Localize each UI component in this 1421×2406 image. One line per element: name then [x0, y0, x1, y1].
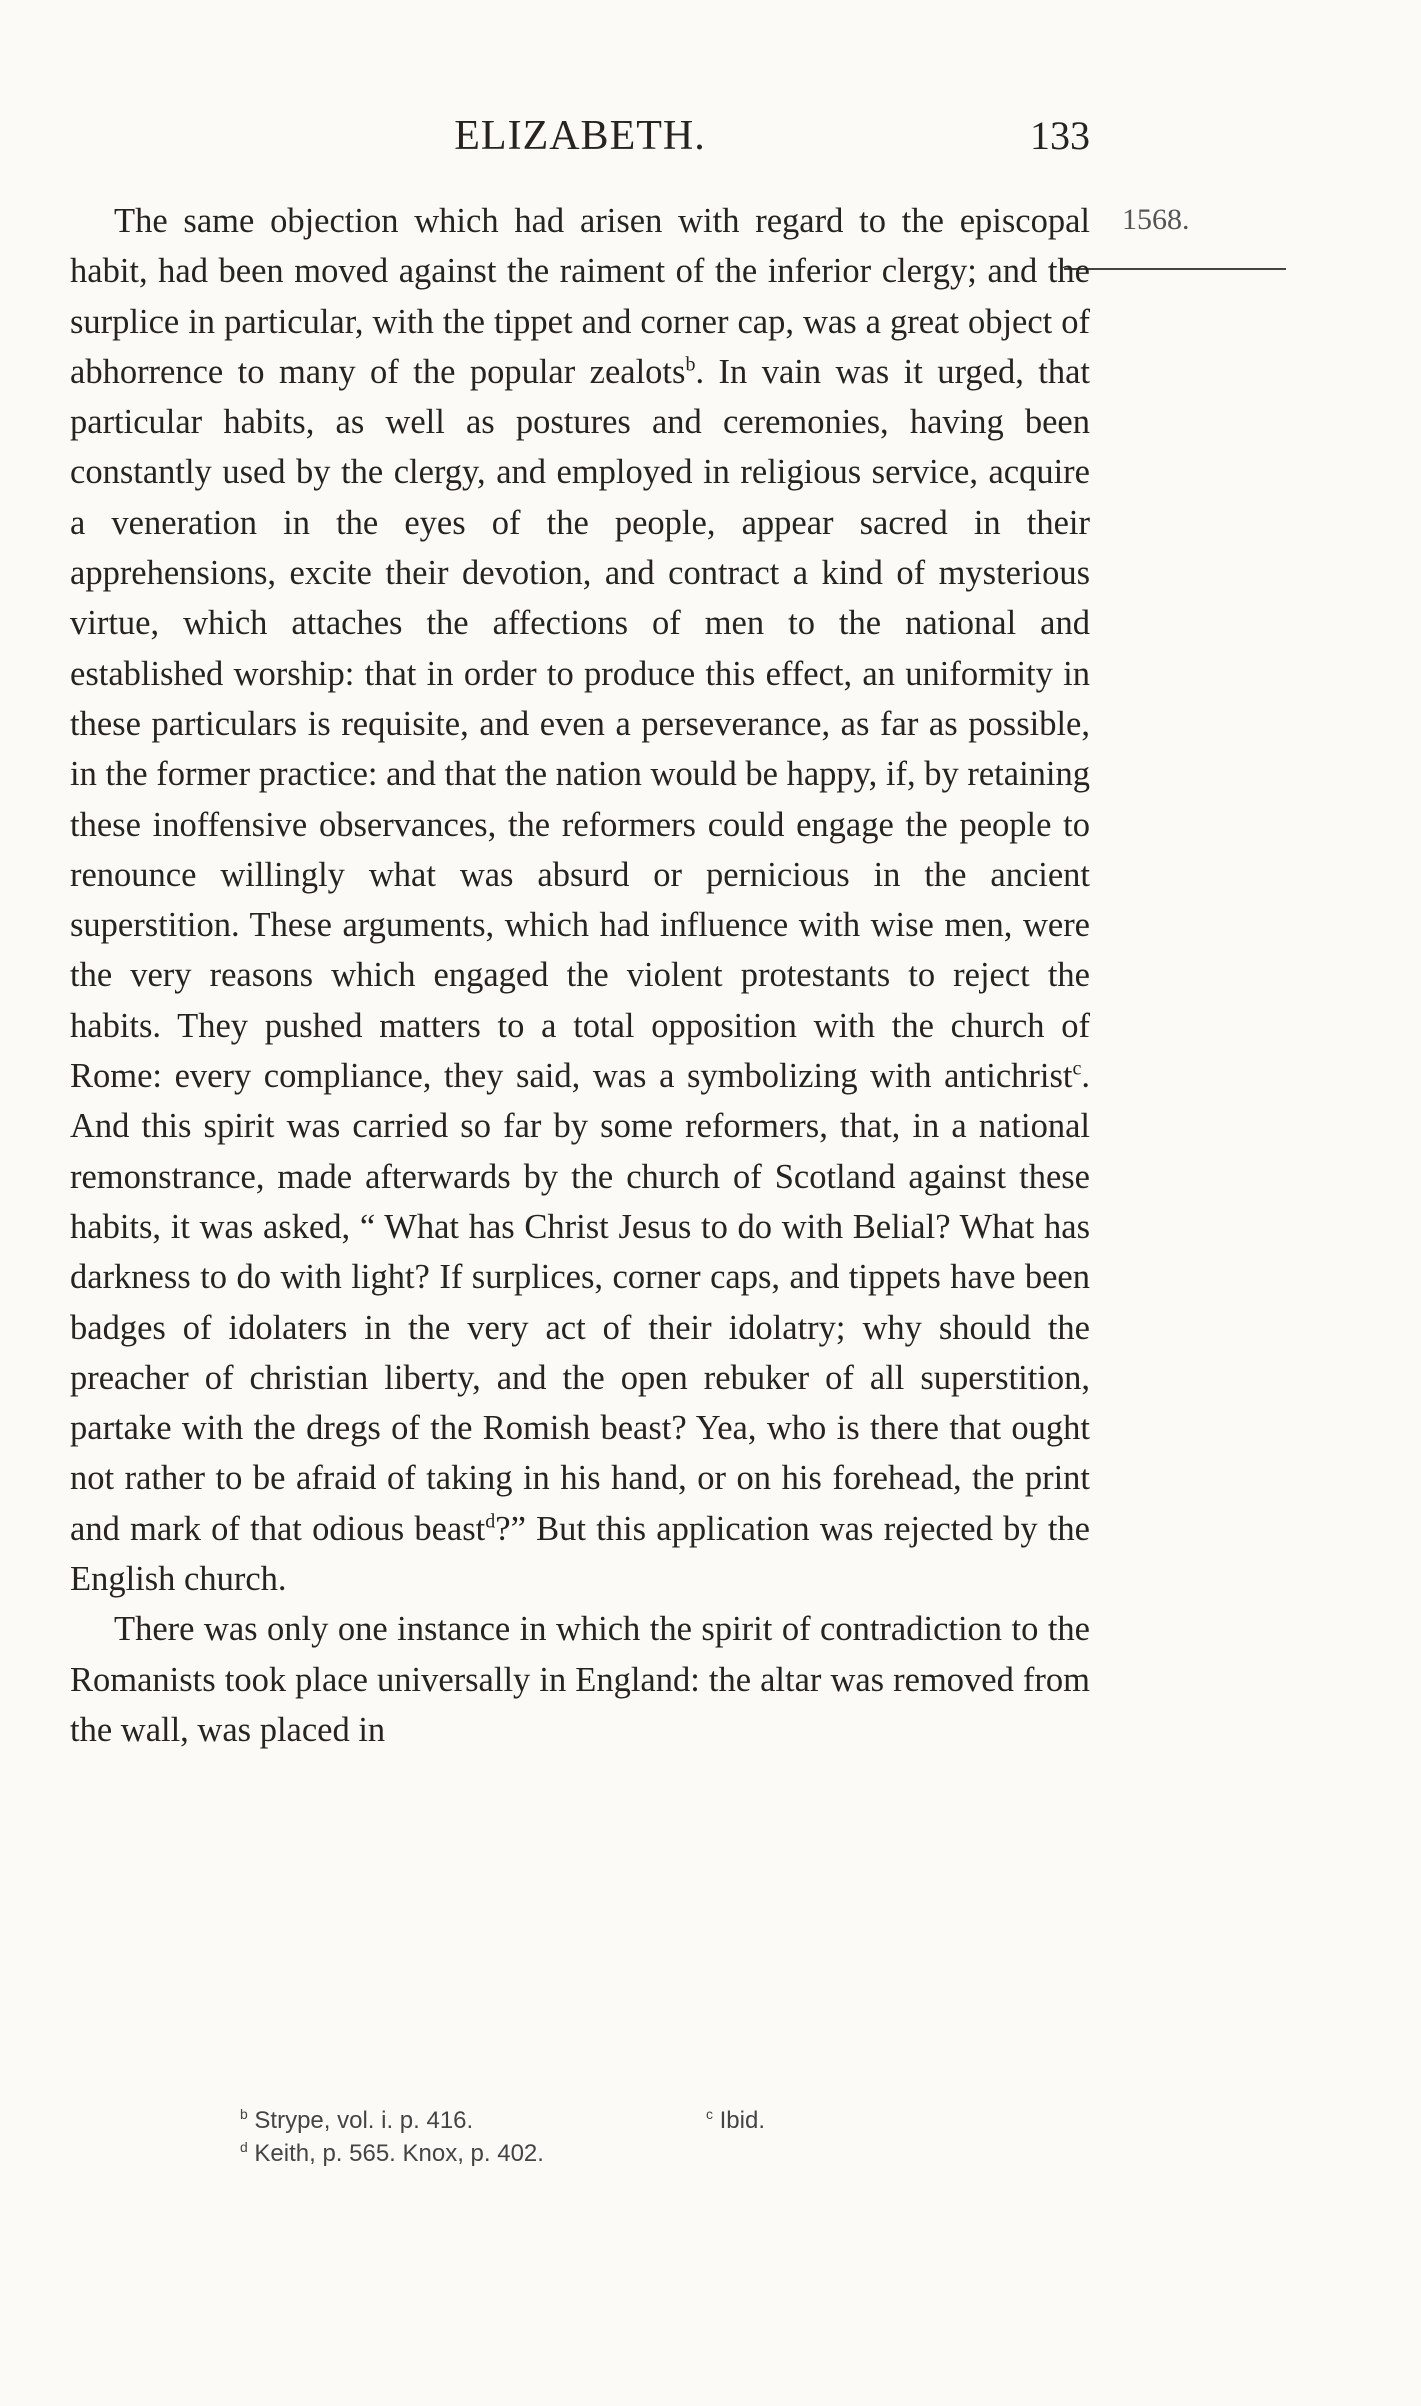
footnote-b	[240, 2107, 473, 2134]
running-title: ELIZABETH.	[454, 113, 706, 159]
footnote-mark: b	[240, 2106, 248, 2122]
footnote-c	[706, 2104, 765, 2137]
footnote-text: Strype, vol. i. p. 416.	[254, 2107, 474, 2134]
footnote-mark: c	[706, 2106, 713, 2122]
body-text	[70, 196, 1090, 1755]
paragraph: There was only one instance in which the spirit of contradiction to the Romanists took place universally in England: the altar was removed from the wall, was placed in	[70, 1610, 1090, 1749]
paragraph	[70, 196, 1090, 1604]
text-run: . In vain was it urged, that particular habits, as well as postures and ceremonies, having been constantly used by the clergy, and employed in religious service, acquire a veneration in the eyes of the people, appear sacred in their apprehensions, excite their devotion, and contract a kind of mysterious virtue, which attaches the affections of men to the national and established worship: that in order to produce this effect, an uniformity in these particulars is requisite, and even a perseverance, as far as possible, in the former practice: and that the nation would be happy, if, by retaining these inoffensive observances, the reformers could engage the people to renounce willingly what was absurd or pernicious in the ancient superstition. These arguments, which had influence with wise men, were the very reasons which engaged the violent protestants to reject the habits. They pushed matters to a total opposition with the church of Rome: every compliance, they said, was a symbolizing with antichrist	[70, 352, 1090, 1096]
footnote-row	[240, 2137, 1000, 2170]
text-run: ?” But this application was rejected by the English church.	[70, 1509, 1090, 1599]
footnote-mark: d	[240, 2139, 248, 2155]
footnote-text: Ibid.	[719, 2107, 765, 2134]
page-number: 133	[1030, 113, 1090, 158]
footnote-row	[240, 2104, 1000, 2137]
running-head	[70, 112, 1090, 172]
footnote-d	[240, 2140, 544, 2167]
footnotes	[240, 2104, 1000, 2170]
footnote-ref-d[interactable]: d	[485, 1510, 496, 1533]
margin-year: 1568.	[1122, 203, 1190, 236]
margin-rule	[1064, 268, 1286, 270]
footnote-text: Keith, p. 565. Knox, p. 402.	[254, 2140, 544, 2167]
text-run: The same objection which had arisen with regard to the episcopal habit, had been moved against the raiment of the inferior clergy; and the surplice in particular, with the tippet and corner cap, was a great object of abhorrence to many of the popular zealots	[70, 202, 1090, 391]
footnote-ref-c[interactable]: c	[1072, 1057, 1082, 1080]
text-run: . And this spirit was carried so far by some reformers, that, in a national remonstrance, made afterwards by the church of Scotland against these habits, it was asked, “ What has Christ Jesus to do with Belial? What has darkness to do with light? If surplices, corner caps, and tippets have been badges of idolaters in the very act of their idolatry; why should the preacher of christian liberty, and the open rebuker of all superstition, partake with the dregs of the Romish beast? Yea, who is there that ought not rather to be afraid of taking in his hand, or on his forehead, the print and mark of that odious beast	[70, 1057, 1090, 1548]
footnote-ref-b[interactable]: b	[685, 353, 696, 376]
